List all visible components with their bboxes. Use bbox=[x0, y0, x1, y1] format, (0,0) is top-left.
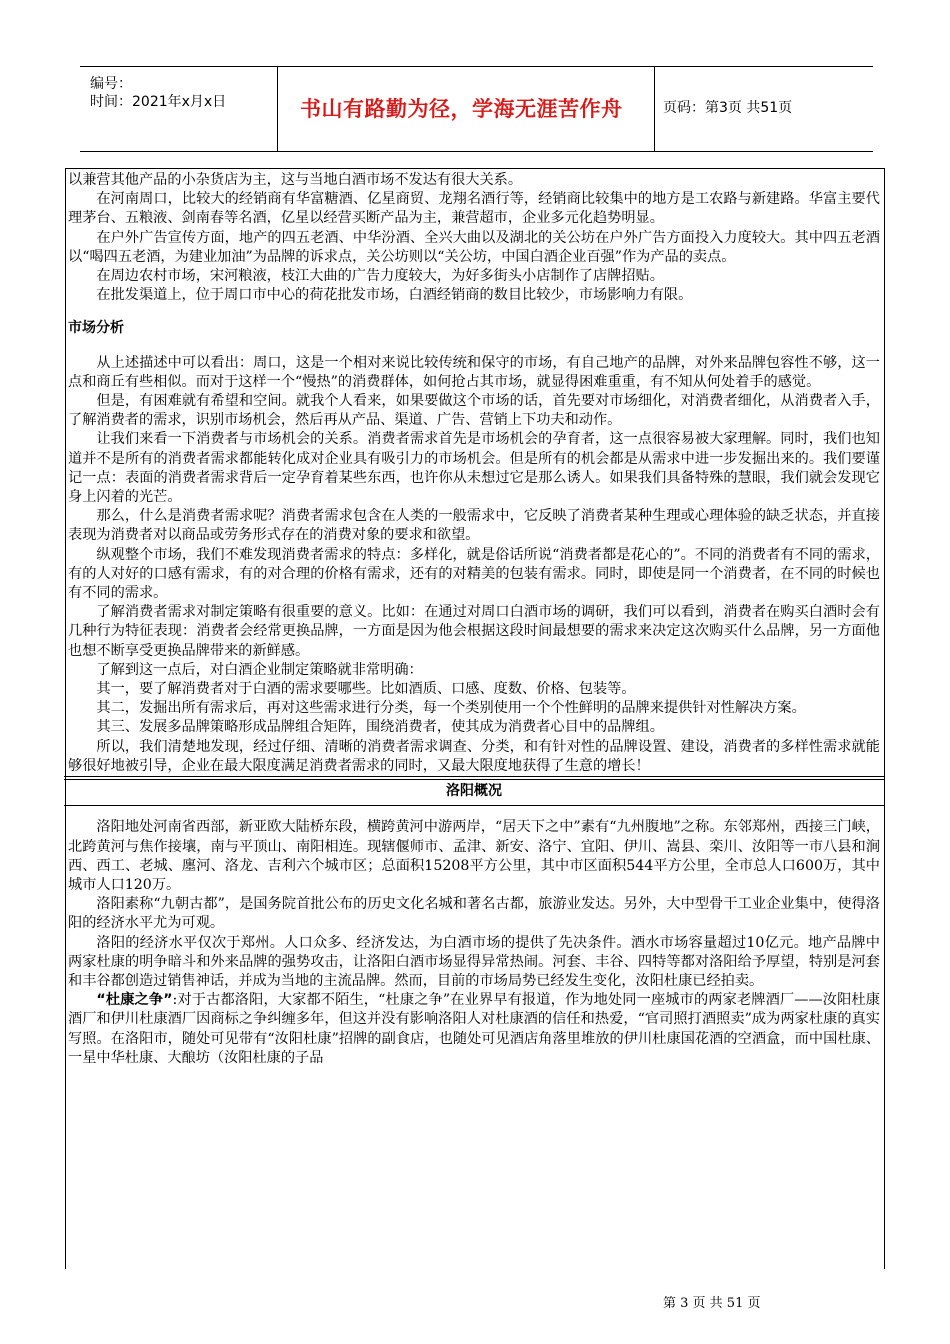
paragraph: 但是，有困难就有希望和空间。就我个人看来，如果要做这个市场的话，首先要对市场细化，对消费者细化，从消费者入手，了解消费者的需求，识别市场机会，然后再从产品、渠道、广告、营销上下功夫和动作。 bbox=[68, 393, 880, 429]
paragraph: 所以，我们清楚地发现，经过仔细、清晰的消费者需求调查、分类，和有针对性的品牌设置、建设，消费者的多样性需求就能够很好地被引导，企业在最大限度满足消费者需求的同时，又最大限度地获得了生意的增长！ bbox=[68, 738, 880, 774]
paragraph: 纵观整个市场，我们不难发现消费者需求的特点：多样化，就是俗话所说“消费者都是花心的”。不同的消费者有不同的需求，有的人对好的口感有需求，有的对合理的价格有需求，还有的对精美的包装有需求。同时，即使是同一个消费者，在不同的时候也有不同的需求。 bbox=[68, 546, 880, 602]
paragraph: 让我们来看一下消费者与市场机会的关系。消费者需求首先是市场机会的孕育者，这一点很容易被大家理解。同时，我们也知道并不是所有的消费者需求都能转化成对企业具有吸引力的市场机会。但是所有的机会都是从需求中进一步发掘出来的。我们要谨记一点：表面的消费者需求背后一定孕育着某些东西，也许你从未想过它是那么诱人。如果我们具备特殊的慧眼，我们就会发现它身上闪着的光芒。 bbox=[68, 431, 880, 506]
divider bbox=[64, 805, 884, 806]
paragraph: 洛阳的经济水平仅次于郑州。人口众多、经济发达，为白酒市场的提供了先决条件。酒水市场容量超过10亿元。地产品牌中两家杜康的明争暗斗和外来品牌的强势攻击，让洛阳白酒市场显得异常热闹。河套、丰谷、四特等都对洛阳给予厚望，特别是河套和丰谷都创造过销售神话，并成为当地的主流品牌。然而，目前的市场局势已经发生变化，汝阳杜康已经拍卖。 bbox=[68, 934, 880, 989]
paragraph: 了解到这一点后，对白酒企业制定策略就非常明确： bbox=[96, 661, 423, 678]
paragraph: 以兼营其他产品的小杂货店为主，这与当地白酒市场不发达有很大关系。 bbox=[68, 172, 523, 188]
section-heading-luoyang: 洛阳概况 bbox=[446, 783, 502, 800]
header-page-cell bbox=[655, 67, 873, 151]
page-footer: 第 3 页 共 51 页 bbox=[663, 1296, 761, 1311]
page-info: 页码：第3页 共51页 bbox=[663, 100, 793, 116]
paragraph-text: :对于古都洛阳，大家都不陌生，“杜康之争”在业界早有报道，作为地处同一座城市的两家老牌酒厂——汝阳杜康酒厂和伊川杜康酒厂因商标之争纠缠多年，但这并没有影响洛阳人对杜康酒的信任和热爱，“官司照打酒照卖”成为两家杜康的真实写照。在洛阳市，随处可见带有“汝阳杜康”招牌的副食店，也随处可见酒店角落里堆放的伊川杜康国花酒的空酒盒，而中国杜康、一星中华杜康、大酿坊（汝阳杜康的子品 bbox=[68, 992, 880, 1066]
document-body bbox=[68, 171, 880, 1068]
paragraph: 在河南周口，比较大的经销商有华富糖酒、亿星商贸、龙翔名酒行等，经销商比较集中的地方是工农路与新建路。华富主要代理茅台、五粮液、剑南春等名酒，亿星以经营买断产品为主，兼营超市，企业多元化趋势明显。 bbox=[68, 191, 880, 227]
paragraph: 在周边农村市场，宋河粮液，枝江大曲的广告力度较大，为好多街头小店制作了店牌招贴。 bbox=[96, 268, 664, 285]
content-frame bbox=[65, 168, 885, 1269]
header-motto-cell bbox=[278, 67, 655, 151]
section-heading-market: 市场分析 bbox=[68, 320, 124, 337]
paragraph: 在户外广告宣传方面，地产的四五老酒、中华汾酒、全兴大曲以及湖北的关公坊在户外广告方面投入力度较大。其中四五老酒以“喝四五老酒，为建业加油”为品牌的诉求点，关公坊则以“关公坊，中国白酒企业百强”作为产品的卖点。 bbox=[68, 229, 880, 265]
header-meta-cell bbox=[80, 67, 278, 151]
paragraph: 其二，发掘出所有需求后，再对这些需求进行分类，每一个类别使用一个个性鲜明的品牌来提供针对性解决方案。 bbox=[96, 700, 806, 717]
paragraph: 其三、发展多品牌策略形成品牌组合矩阵，围绕消费者，使其成为消费者心目中的品牌组。 bbox=[96, 719, 664, 736]
paragraph: 那么，什么是消费者需求呢？消费者需求包含在人类的一般需求中，它反映了消费者某种生理或心理体验的缺乏状态，并直接表现为消费者对以商品或劳务形式存在的消费对象的要求和欲望。 bbox=[68, 508, 880, 544]
motto: 书山有路勤为径，学海无涯苦作舟 bbox=[300, 97, 623, 121]
paragraph: 了解消费者需求对制定策略有很重要的意义。比如：在通过对周口白酒市场的调研，我们可以看到，消费者在购买白酒时会有几种行为特征表现：消费者会经常更换品牌，一方面是因为他会根据这段时间最想要的需求来决定这次购买什么品牌，另一方面他也想不断享受更换品牌带来的新鲜感。 bbox=[68, 604, 880, 659]
paragraph: 在批发渠道上，位于周口市中心的荷花批发市场，白酒经销商的数目比较少，市场影响力有限。 bbox=[96, 287, 693, 304]
paragraph bbox=[68, 991, 880, 1068]
number-label: 编号： bbox=[90, 76, 132, 92]
paragraph: 洛阳地处河南省西部，新亚欧大陆桥东段，横跨黄河中游两岸，“居天下之中”素有“九州腹地”之称。东邻郑州，西接三门峡，北跨黄河与焦作接壤，南与平顶山、南阳相连。现辖偃师市、孟津、新安、洛宁、宜阳、伊川、嵩县、栾川、汝阳等一市八县和涧西、西工、老城、廛河、洛龙、吉利六个城市区；总面积15208平方公里，其中市区面积544平方公里，全市总人口600万，其中城市人口120万。 bbox=[68, 819, 880, 893]
page-header bbox=[80, 66, 873, 152]
paragraph: 洛阳素称“九朝古都”，是国务院首批公布的历史文化名城和著名古都，旅游业发达。另外，大中型骨干工业企业集中，使得洛阳的经济水平尤为可观。 bbox=[68, 896, 880, 932]
paragraph: 从上述描述中可以看出：周口，这是一个相对来说比较传统和保守的市场，有自己地产的品牌，对外来品牌包容性不够，这一点和商丘有些相似。而对于这样一个“慢热”的消费群体，如何抢占其市场，就显得困难重重，有不知从何处着手的感觉。 bbox=[68, 354, 880, 390]
time-label: 时间：2021年x月x日 bbox=[90, 94, 227, 110]
paragraph: 其一，要了解消费者对于白酒的需求要哪些。比如酒质、口感、度数、价格、包装等。 bbox=[96, 681, 636, 698]
bold-term: “杜康之争” bbox=[96, 992, 173, 1009]
